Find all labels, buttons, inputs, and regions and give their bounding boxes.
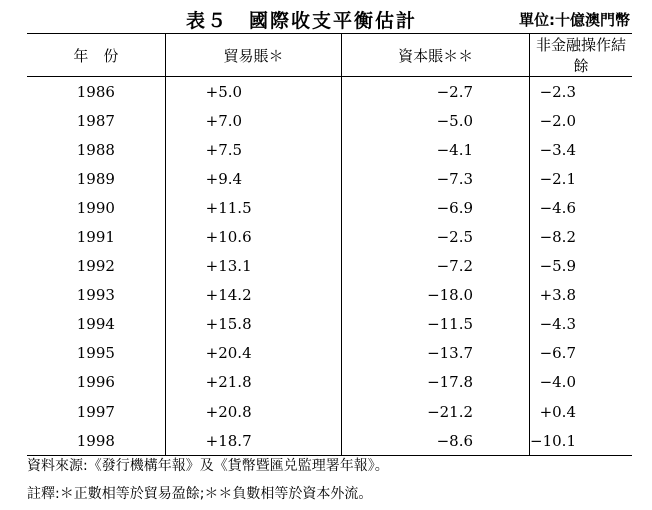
table-row: [27, 135, 632, 164]
cell-nonfin: +0.4: [530, 397, 632, 426]
cell-nonfin: −6.7: [530, 339, 632, 368]
col-header-nonfin: 非金融操作結餘: [530, 34, 632, 77]
cell-trade: +11.5: [165, 193, 342, 222]
cell-trade: +10.6: [165, 222, 342, 251]
cell-capital: −6.9: [342, 193, 530, 222]
cell-capital: −13.7: [342, 339, 530, 368]
cell-year: 1995: [76, 344, 115, 363]
table-row: [27, 222, 632, 251]
unit-label: 單位:十億澳門幣: [519, 11, 630, 29]
title-row: [0, 4, 652, 32]
cell-capital: −11.5: [342, 310, 530, 339]
col-header-capital: 資本賬＊＊: [342, 34, 530, 77]
cell-year: 1992: [76, 257, 115, 276]
cell-trade: +18.7: [165, 426, 342, 456]
cell-nonfin: −2.0: [530, 106, 632, 135]
table-row: [27, 397, 632, 426]
cell-capital: −2.5: [342, 222, 530, 251]
cell-year: 1990: [76, 198, 115, 217]
cell-year: 1994: [76, 315, 115, 334]
table-row: [27, 106, 632, 135]
cell-trade: +20.4: [165, 339, 342, 368]
cell-trade: +9.4: [165, 164, 342, 193]
cell-capital: −17.8: [342, 368, 530, 397]
cell-year: 1986: [76, 82, 115, 101]
cell-nonfin: +3.8: [530, 281, 632, 310]
cell-trade: +7.5: [165, 135, 342, 164]
table-row: [27, 368, 632, 397]
cell-capital: −8.6: [342, 426, 530, 456]
cell-capital: −2.7: [342, 77, 530, 107]
cell-year: 1993: [76, 286, 115, 305]
cell-trade: +20.8: [165, 397, 342, 426]
table-row: [27, 252, 632, 281]
col-header-trade: 貿易賬＊: [165, 34, 342, 77]
cell-nonfin: −4.3: [530, 310, 632, 339]
cell-nonfin: −3.4: [530, 135, 632, 164]
col-header-year: 年 份: [27, 34, 165, 77]
cell-trade: +7.0: [165, 106, 342, 135]
table-row: [27, 310, 632, 339]
table-title: 表５ 國際收支平衡估計: [186, 10, 418, 32]
cell-nonfin: −8.2: [530, 222, 632, 251]
cell-capital: −7.2: [342, 252, 530, 281]
cell-year: 1987: [76, 111, 115, 130]
cell-year: 1996: [76, 373, 115, 392]
table-row: [27, 77, 632, 107]
balance-of-payments-table: [27, 33, 632, 456]
cell-year: 1998: [27, 426, 165, 456]
cell-capital: −7.3: [342, 164, 530, 193]
cell-nonfin: −5.9: [530, 252, 632, 281]
cell-nonfin: −4.6: [530, 193, 632, 222]
cell-trade: +14.2: [165, 281, 342, 310]
cell-year: 1991: [76, 228, 115, 247]
source-note: 資料來源:《發行機構年報》及《貨幣暨匯兑監理署年報》。: [27, 458, 389, 474]
table-row: [27, 281, 632, 310]
cell-nonfin: −10.1: [530, 426, 632, 456]
cell-year: 1988: [76, 140, 115, 159]
cell-trade: +21.8: [165, 368, 342, 397]
cell-trade: +15.8: [165, 310, 342, 339]
cell-capital: −4.1: [342, 135, 530, 164]
table-row: [27, 164, 632, 193]
header-row: [27, 34, 632, 77]
cell-capital: −18.0: [342, 281, 530, 310]
cell-trade: +13.1: [165, 252, 342, 281]
notes: [27, 452, 389, 508]
cell-nonfin: −2.1: [530, 164, 632, 193]
cell-nonfin: −2.3: [530, 77, 632, 107]
cell-year: 1997: [76, 402, 115, 421]
cell-year: 1989: [76, 169, 115, 188]
table-body: [27, 77, 632, 456]
table-row: [27, 193, 632, 222]
cell-capital: −5.0: [342, 106, 530, 135]
cell-nonfin: −4.0: [530, 368, 632, 397]
cell-capital: −21.2: [342, 397, 530, 426]
remark-note: 註釋:＊正數相等於貿易盈餘;＊＊負數相等於資本外流。: [27, 486, 373, 502]
table-row: [27, 339, 632, 368]
cell-trade: +5.0: [165, 77, 342, 107]
